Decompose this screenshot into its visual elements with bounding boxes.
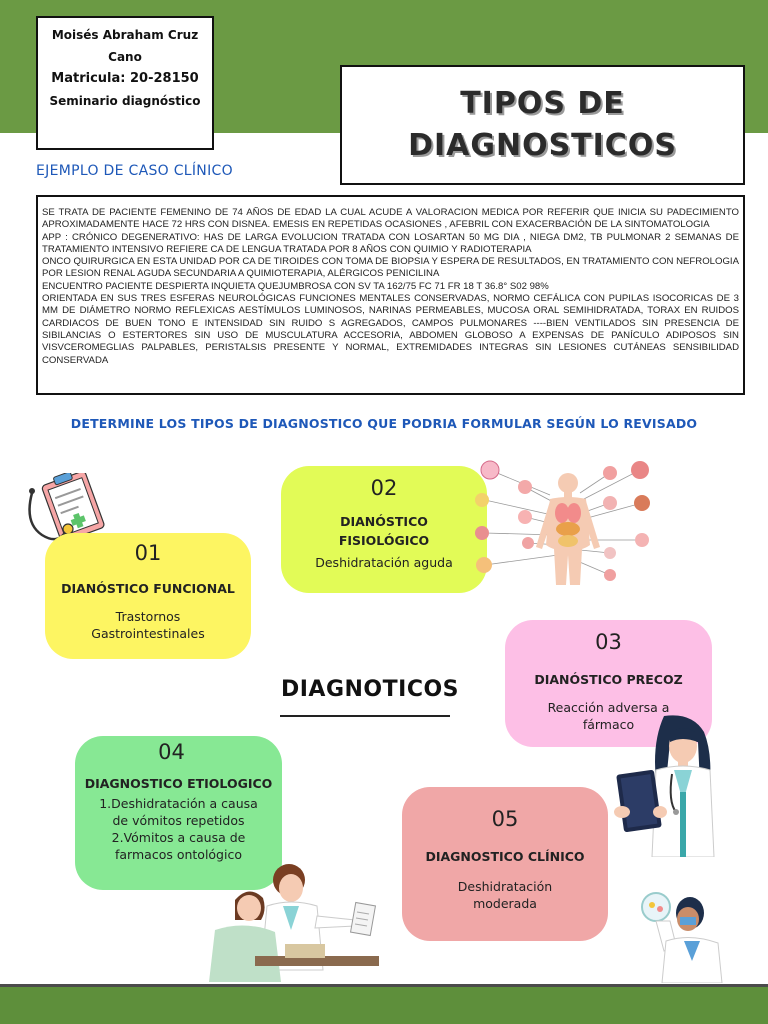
card-functional-diagnosis: [45, 533, 251, 659]
card-number: 04: [158, 740, 185, 764]
page-title-line2: DIAGNOSTICOS: [408, 128, 677, 163]
card-text: Gastrointestinales: [91, 626, 205, 641]
page-title-line1: TIPOS DE: [460, 86, 625, 121]
title-box: [340, 65, 745, 185]
card-label: DIANÓSTICO FUNCIONAL: [61, 581, 235, 596]
card-text: Reacción adversa a: [547, 700, 670, 715]
student-matricula: Matricula: 20-28150: [51, 71, 199, 86]
card-text: Deshidratación aguda: [315, 555, 453, 570]
card-number: 03: [595, 630, 622, 654]
card-label: DIANÓSTICO: [340, 514, 428, 529]
footer-band: [0, 984, 768, 1024]
student-name-line1: Moisés Abraham Cruz: [51, 28, 199, 42]
question-heading: DETERMINE LOS TIPOS DE DIAGNOSTICO QUE PODRIA FORMULAR SEGÚN LO REVISADO: [70, 416, 698, 431]
human-anatomy-icon: [470, 455, 670, 590]
card-label: DIAGNOSTICO CLÍNICO: [425, 849, 585, 864]
center-title-underline: [280, 715, 450, 717]
case-text-box: [36, 195, 745, 395]
card-number: 05: [491, 807, 519, 831]
student-id-box: [36, 16, 214, 150]
card-text: Deshidratación: [457, 879, 553, 894]
case-paragraph: ORIENTADA EN SUS TRES ESFERAS NEUROLÓGICAS FUNCIONES MENTALES CONSERVADAS, NORMO CEFÁLICA CON PUPILAS ISOCORICAS DE 3 MM DE DIÁMETRO NORMO REFLEXICAS AESTÍMULOS LUMINOSOS, NARINAS PERMEABLES, MUCOSA ORAL SEMIHIDRATADA, TORAX EN RUIDOS CARDIACOS DE BUEN TONO E INTENSIDAD SIN RUIDO S AGREGADOS, CAMPOS PULMONARES ----BIEN VENTILADOS SIN PRESENCIA DE SIBILANCIAS O ESTERTORES SIN USO DE MUSCULATURA ACCESORIA, ABDOMEN GLOBOSO A EXPENSAS DE PANÍCULO ADIPOSOS SIN VISVCEROMEGLIAS PALPABLES, PERISTALSIS PRESENTE Y NORMAL, EXTREMIDADES INTEGRAS SIN LESIONES CUTÁNEAS SENSIBILIDAD CONSERVADA: [42, 293, 739, 366]
card-text: moderada: [473, 896, 537, 911]
card-physiological-diagnosis: [281, 466, 487, 593]
doctors-consultation-icon: [205, 860, 385, 982]
case-paragraph: APP : CRÓNICO DEGENERATIVO: HAS DE LARGA EVOLUCION TRATADA CON LOSARTAN 50 MG DIA , NIEGA DM2, TB PULMONAR 2 SEMANAS DE TRATAMIENTO INTENSIVO REFIERE CA DE LENGUA TRATADA POR 8 AÑOS CON QUIMIO Y RADIOTERAPIA: [42, 231, 739, 255]
student-name-line2: Cano: [108, 50, 142, 64]
card-text: 1.Deshidratación a causa: [99, 796, 258, 811]
course-name: Seminario diagnóstico: [49, 94, 201, 108]
card-clinical-diagnosis: [402, 787, 608, 941]
card-text: fármaco: [582, 717, 635, 732]
card-label: FISIOLÓGICO: [338, 533, 430, 548]
card-text: Trastornos: [115, 609, 181, 624]
case-paragraph: SE TRATA DE PACIENTE FEMENINO DE 74 AÑOS DE EDAD LA CUAL ACUDE A VALORACION MEDICA POR REFERIR QUE INICIA SU PADECIMIENTO APROXIMADAMENTE HACE 72 HRS CON DISNEA. EMESIS EN REPETIDAS OCASIONES , AFEBRIL CON EXACERBACIÓN DE LA SINTOMATOLOGIA: [42, 207, 739, 231]
scientist-petri-dish-icon: [636, 885, 728, 983]
card-number: 02: [370, 476, 398, 500]
case-heading: EJEMPLO DE CASO CLÍNICO: [36, 163, 233, 179]
case-paragraph: ONCO QUIRURGICA EN ESTA UNIDAD POR CA DE TIROIDES CON TOMA DE BIOPSIA Y ESPERA DE RESULTADOS, EN TRATAMIENTO CON NEFROLOGIA POR LESION RENAL AGUDA SECUNDARIA A QUIMIOTERAPIA, ALÉRGICOS PENICILINA: [42, 256, 739, 280]
card-text: farmacos ontológico: [115, 847, 242, 862]
female-doctor-icon: [612, 712, 732, 857]
center-title: DIAGNOTICOS: [280, 677, 460, 702]
card-text: de vómitos repetidos: [112, 813, 245, 828]
footer-line: [0, 984, 768, 987]
case-paragraph: ENCUENTRO PACIENTE DESPIERTA INQUIETA QUEJUMBROSA CON SV TA 162/75 FC 71 FR 18 T 36.8° S02 98%: [42, 280, 549, 292]
card-label: DIANÓSTICO PRECOZ: [534, 672, 683, 687]
card-number: 01: [134, 541, 162, 565]
card-label: DIAGNOSTICO ETIOLOGICO: [84, 776, 273, 791]
card-text: 2.Vómitos a causa de: [111, 830, 246, 845]
